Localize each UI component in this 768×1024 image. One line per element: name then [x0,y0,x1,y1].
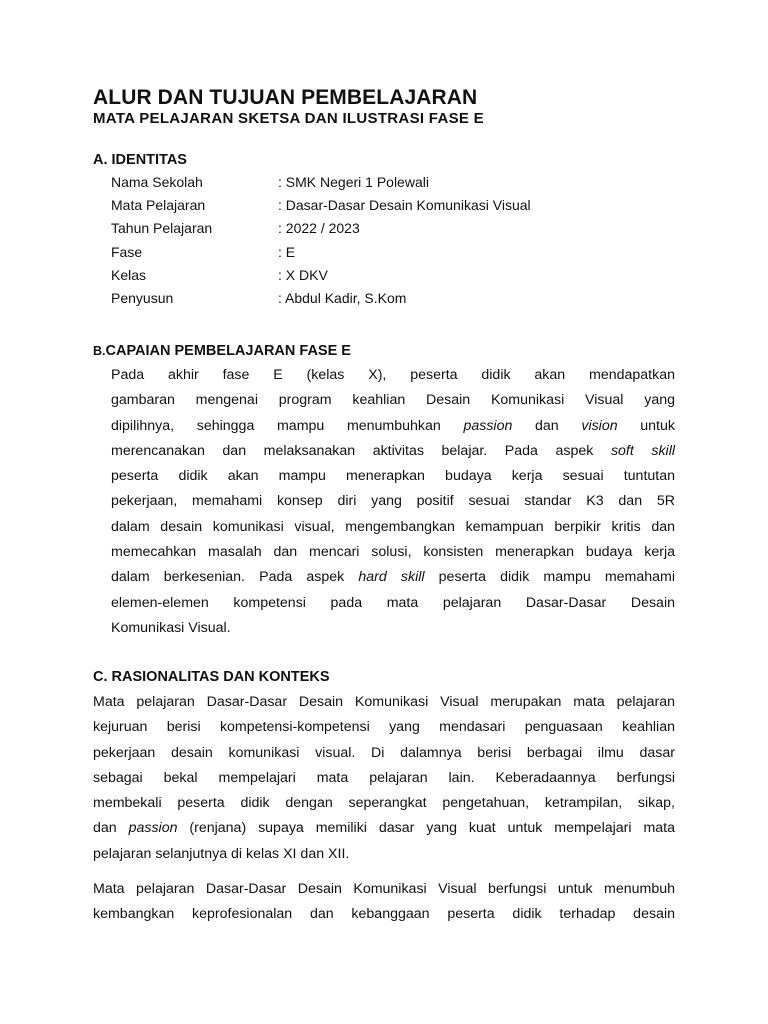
line-text: elemen-elemen kompetensi pada mata pelajaran Dasar-Dasar Desain [111,594,675,611]
italic-term: passion [128,820,178,837]
italic-term: vision [581,417,618,434]
identity-value: : 2022 / 2023 [278,220,360,237]
line-text: memecahkan masalah dan mencari solusi, konsisten menerapkan budaya kerja [111,544,675,561]
line-text: peserta didik akan mampu menerapkan budaya kerja sesuai tuntutan [111,468,675,485]
paragraph-line [111,616,675,641]
identity-label: Mata Pelajaran [111,197,206,214]
line-text: pekerjaan desain komunikasi visual. Di dalamnya berisi berbagai ilmu dasar [93,744,675,761]
line-text: merencanakan dan melaksanakan aktivitas belajar. Pada aspek [111,442,611,459]
paragraph-line [111,388,675,413]
line-text: Mata pelajaran Dasar-Dasar Desain Komunikasi Visual merupakan mata pelajaran [93,694,675,710]
document-subtitle: MATA PELAJARAN SKETSA DAN ILUSTRASI FASE E [93,110,484,127]
paragraph-line [93,741,675,766]
paragraph-line [93,842,675,867]
line-text: dan [512,417,582,434]
identity-label: Penyusun [111,290,174,306]
line-text: (renjana) supaya memiliki dasar yang kuat untuk mempelajari mata [177,820,675,837]
line-text: Komunikasi Visual. [111,619,231,636]
italic-term: hard skill [358,569,425,586]
line-text: kejuruan berisi kompetensi-kompetensi yang mendasari penguasaan keahlian [93,719,675,736]
line-text: dan [93,820,129,837]
paragraph-line [93,715,675,740]
line-text: gambaran mengenai program keahlian Desain Komunikasi Visual yang [111,392,675,409]
section-b-title: CAPAIAN PEMBELAJARAN FASE E [105,343,351,359]
paragraph-line [111,515,675,540]
line-text: dipilihnya, sehingga mampu menumbuhkan [111,417,464,434]
line-text: Mata pelajaran Dasar-Dasar Desain Komunikasi Visual berfungsi untuk menumbuh [93,881,675,897]
paragraph-line [93,877,675,902]
line-text: kembangkan keprofesionalan dan kebanggaan peserta didik terhadap desain [93,906,675,923]
section-b-paragraph [111,363,675,641]
identity-label: Nama Sekolah [111,174,203,190]
section-c-paragraph-2 [93,877,675,928]
paragraph-line [93,791,675,816]
identity-value: : Dasar-Dasar Desain Komunikasi Visual [278,197,531,214]
paragraph-line [93,766,675,791]
identity-label: Fase [111,243,143,260]
section-b-heading [93,343,351,359]
paragraph-line [111,565,675,590]
paragraph-line [93,902,675,927]
section-c-heading: C. RASIONALITAS DAN KONTEKS [93,669,330,685]
section-c-paragraph-1 [93,690,675,867]
paragraph-line [93,690,675,715]
paragraph-line [93,816,675,841]
paragraph-line [111,591,675,616]
line-text: Pada akhir fase E (kelas X), peserta didik akan mendapatkan [111,367,675,383]
paragraph-line [111,489,675,514]
line-text: membekali peserta didik dengan seperangkat pengetahuan, ketrampilan, sikap, [93,795,675,812]
identity-value: : E [278,243,296,260]
italic-term: soft skill [610,442,676,459]
line-text: peserta didik mampu memahami [424,569,676,586]
section-b-letter: B. [93,344,106,358]
paragraph-line [111,439,675,464]
paragraph-line [111,540,675,565]
italic-term: passion [463,417,513,434]
section-a-heading: A. IDENTITAS [93,152,187,168]
line-text: pekerjaan, memahami konsep diri yang positif sesuai standar K3 dan 5R [111,493,675,510]
line-text: untuk [617,417,675,434]
paragraph-line [111,363,675,388]
paragraph-line [111,414,675,439]
line-text: sebagai bekal mempelajari mata pelajaran lain. Keberadaannya berfungsi [93,769,675,786]
line-text: dalam desain komunikasi visual, mengembangkan kemampuan berpikir kritis dan [111,518,675,535]
identity-label: Kelas [111,266,147,283]
document-title: ALUR DAN TUJUAN PEMBELAJARAN [93,86,478,109]
line-text: dalam berkesenian. Pada aspek [111,569,359,586]
identity-value: : X DKV [278,266,328,283]
identity-value: : Abdul Kadir, S.Kom [278,290,407,306]
identity-value: : SMK Negeri 1 Polewali [278,174,429,190]
paragraph-line [111,464,675,489]
line-text: pelajaran selanjutnya di kelas XI dan XII. [93,845,350,862]
identity-label: Tahun Pelajaran [111,220,213,237]
